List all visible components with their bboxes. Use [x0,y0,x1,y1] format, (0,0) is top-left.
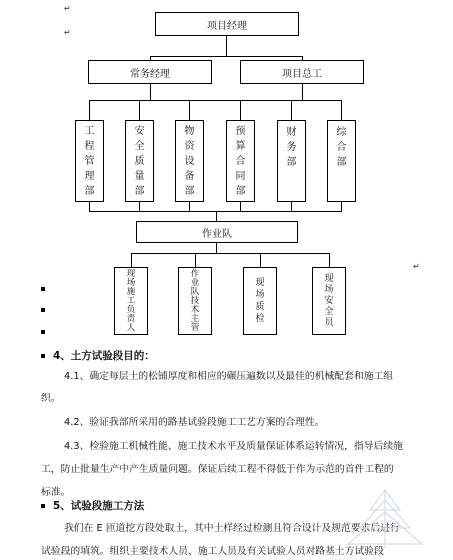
dept-budget-contract-box: 预 算 合 同 部 [226,120,255,202]
connector-line [341,100,342,120]
role-site-construction-lead-box: 现 场 施 工 负 责 人 [114,267,148,335]
para-4-1-line2: 织。 [41,393,61,404]
chief-engineer-label: 项目总工 [282,68,322,80]
connector-line [240,100,241,120]
connector-line [226,36,227,56]
section-4-heading: 4、土方试验段目的： [41,348,155,363]
para-5-line1: 我们在 E 匝道挖方段处取土，其中土样经过检测且符合设计及规范要求后进行 [64,523,400,534]
project-manager-label: 项目经理 [207,20,247,32]
paragraph-mark: ↵ [413,262,420,271]
connector-line [260,253,261,267]
bullet-marker [41,308,45,312]
executive-manager-box [88,60,212,84]
connector-line [131,253,132,267]
executive-manager-label: 常务经理 [130,68,170,80]
para-4-1-line1: 4.1、确定每层土的松铺厚度和相应的碾压遍数以及最佳的机械配套和施工组 [64,371,394,382]
project-manager-box [155,12,299,36]
para-5-line2: 试验段的填筑。组织主要技术人员、施工人员及有关试验人员对路基土方试验段 [41,546,384,557]
role-site-safety-officer-box: 现 场 安 全 员 [312,267,346,335]
connector-line [150,84,151,100]
connector-line [89,100,90,120]
connector-line [216,243,217,253]
para-4-3-line3: 标准。 [41,487,71,498]
paragraph-mark: ↵ [64,28,71,37]
para-4-2: 4.2、验证我部所采用的路基试验段施工工艺方案的合理性。 [64,417,325,428]
dept-safety-quality-box: 安 全 质 量 部 [125,120,154,202]
paragraph-mark: ↵ [64,4,71,13]
bullet-marker [41,504,45,508]
para-4-3-line2: 工，防止批量生产中产生质量问题。保证后续工程不得低于作为示范的首件工程的 [41,464,394,475]
chief-engineer-box [240,60,364,84]
work-team-box [136,221,298,243]
role-team-tech-supervisor-box: 作 业 队 技 术 主 管 [178,267,212,335]
connector-line [139,100,140,120]
connector-line [329,253,330,267]
connector-line [195,253,196,267]
connector-line [189,100,190,120]
connector-line [302,84,303,100]
connector-line [291,100,292,120]
dept-finance-box: 财 务 部 [277,120,306,202]
dept-engineering-box: 工 程 管 理 部 [75,120,104,202]
dept-materials-box: 物 资 设 备 部 [175,120,204,202]
section-5-heading: 5、试验段施工方法 [41,498,144,513]
watermark-logo [330,482,440,552]
connector-line [216,211,217,221]
bullet-marker [41,330,45,334]
role-site-quality-inspection-box: 现 场 质 检 [243,267,277,335]
connector-line [131,253,330,254]
para-4-3-line1: 4.3、检验施工机械性能、施工技术水平及质量保证体系运转情况，指导后续施 [64,441,403,452]
bullet-marker [41,354,45,358]
connector-line [89,100,341,101]
connector-line [150,56,303,57]
bullet-marker [41,287,45,291]
work-team-label: 作业队 [202,228,232,240]
dept-general-box: 综 合 部 [327,120,356,202]
